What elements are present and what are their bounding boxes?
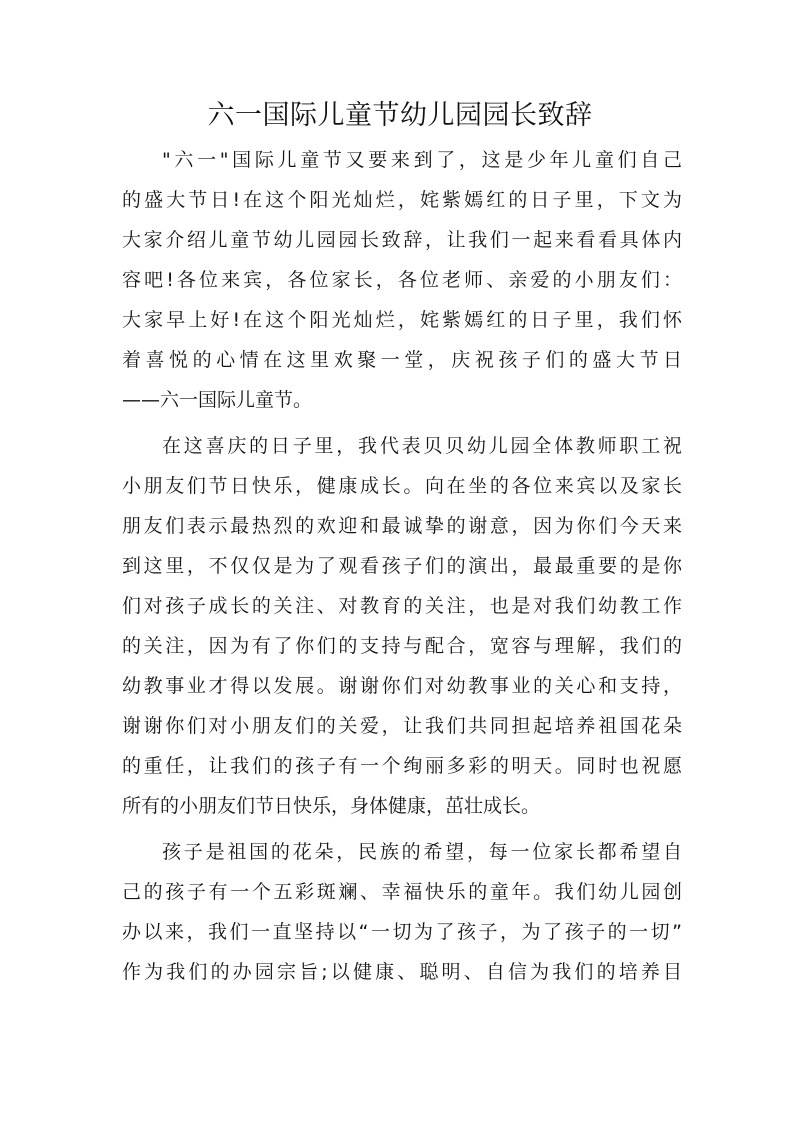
paragraph-line: 在这喜庆的日子里，我代表贝贝幼儿园全体教师职工祝	[162, 435, 682, 457]
paragraph-line: 们对孩子成长的关注、对教育的关注，也是对我们幼教工作	[122, 595, 682, 617]
paragraph-line: 小朋友们节日快乐，健康成长。向在坐的各位来宾以及家长	[122, 475, 682, 497]
paragraph-line: 朋友们表示最热烈的欢迎和最诚挚的谢意，因为你们今天来	[122, 515, 682, 537]
paragraph-line: 到这里，不仅仅是为了观看孩子们的演出，最最重要的是你	[122, 555, 682, 577]
document-title: 六一国际儿童节幼儿园园长致辞	[207, 100, 593, 131]
paragraph-line: "六一"国际儿童节又要来到了，这是少年儿童们自己	[162, 149, 682, 171]
paragraph-line: 容吧!各位来宾，各位家长，各位老师、亲爱的小朋友们：	[122, 269, 682, 291]
paragraph-line: 大家早上好!在这个阳光灿烂，姹紫嫣红的日子里，我们怀	[122, 309, 682, 331]
paragraph-line: 的重任，让我们的孩子有一个绚丽多彩的明天。同时也祝愿	[122, 755, 682, 777]
paragraph-line: 己的孩子有一个五彩斑斓、幸福快乐的童年。我们幼儿园创	[122, 881, 682, 903]
paragraph-line: 所有的小朋友们节日快乐，身体健康，茁壮成长。	[122, 795, 541, 817]
paragraph-line: ——六一国际儿童节。	[122, 389, 313, 411]
paragraph-line: 大家介绍儿童节幼儿园园长致辞，让我们一起来看看具体内	[122, 229, 682, 251]
paragraph-line: 幼教事业才得以发展。谢谢你们对幼教事业的关心和支持，	[122, 675, 682, 697]
paragraph-line: 的盛大节日!在这个阳光灿烂，姹紫嫣红的日子里，下文为	[122, 189, 682, 211]
paragraph-line: 着喜悦的心情在这里欢聚一堂，庆祝孩子们的盛大节日	[122, 349, 682, 371]
paragraph-line: 作为我们的办园宗旨;以健康、聪明、自信为我们的培养目	[122, 961, 682, 983]
paragraph-line: 的关注，因为有了你们的支持与配合，宽容与理解，我们的	[122, 635, 682, 657]
paragraph-line: 谢谢你们对小朋友们的关爱，让我们共同担起培养祖国花朵	[122, 715, 682, 737]
paragraph-line: 办以来，我们一直坚持以“一切为了孩子，为了孩子的一切”	[122, 921, 682, 943]
paragraph-line: 孩子是祖国的花朵，民族的希望，每一位家长都希望自	[162, 841, 682, 863]
